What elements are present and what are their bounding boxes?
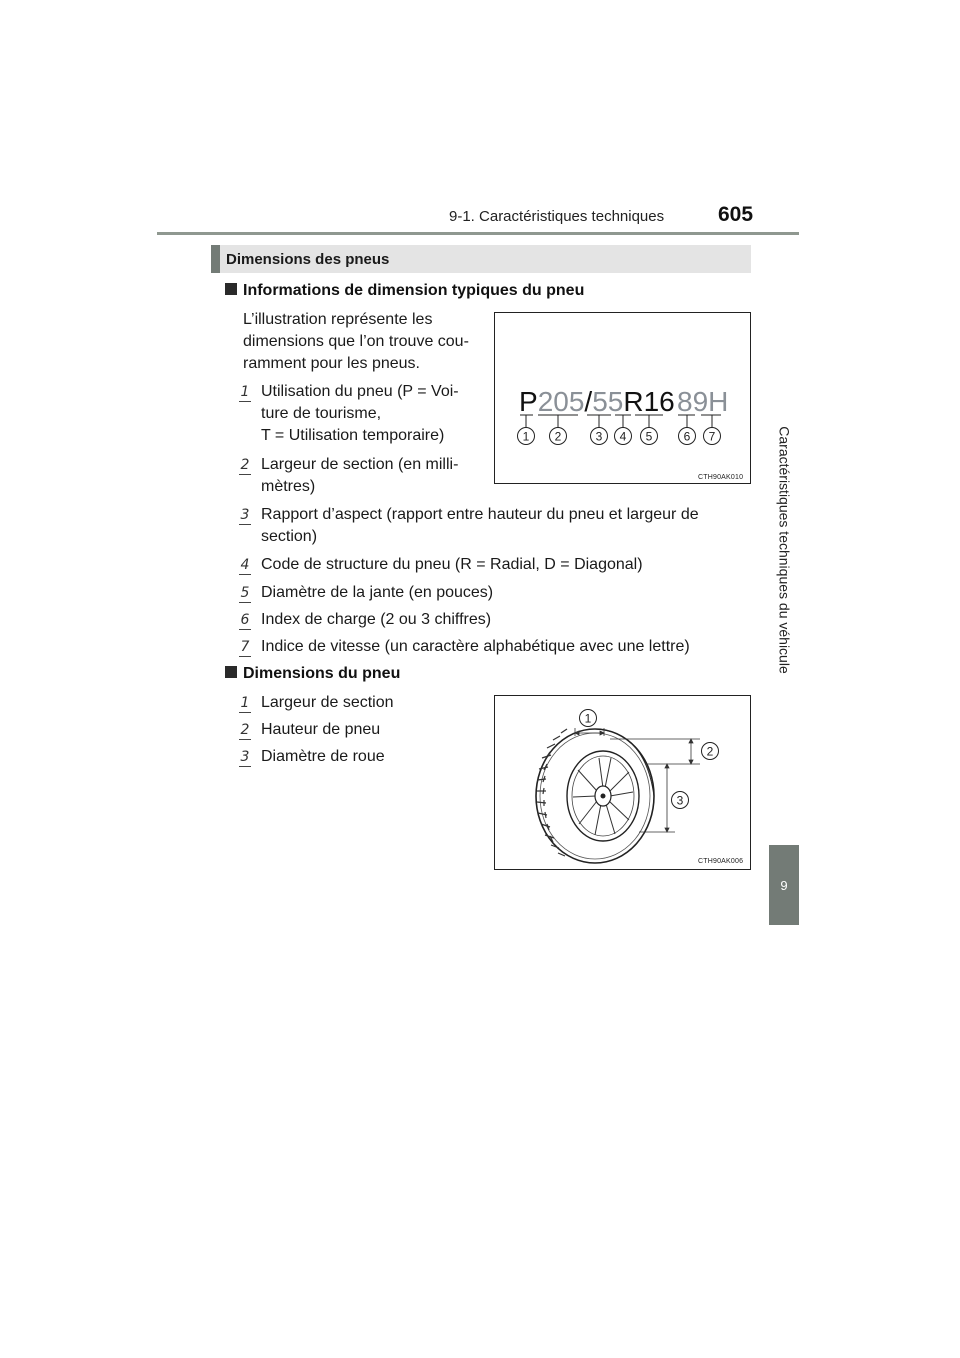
- intro-line: ramment pour les pneus.: [243, 355, 420, 372]
- chapter-tab: 9: [769, 845, 799, 925]
- list-item: [261, 381, 479, 447]
- callout-4: [615, 428, 632, 445]
- list-item: Diamètre de la jante (en pouces): [261, 584, 494, 601]
- callout-3: [591, 428, 608, 445]
- side-chapter-title: [770, 250, 800, 850]
- figure-code: CTH90AK006: [698, 858, 744, 865]
- list-item: Indice de vitesse (un caractère alphabétique avec une lettre): [261, 638, 690, 655]
- item-number: 1: [240, 695, 250, 711]
- list-item: [261, 504, 746, 548]
- tire-code-slash: /: [584, 386, 593, 417]
- callout-label: 5: [645, 429, 653, 444]
- list-item: Largeur de section: [261, 694, 394, 711]
- callout-1: [580, 710, 597, 727]
- item-number: 4: [240, 557, 250, 573]
- subheading-tire-dimensions: [225, 665, 400, 683]
- callout-label: 1: [522, 429, 530, 444]
- item-line: Utilisation du pneu (P = Voi-: [261, 383, 459, 400]
- running-header-section: 9-1. Caractéristiques techniques: [449, 208, 665, 225]
- callout-label: 2: [554, 429, 562, 444]
- list-item: Hauteur de pneu: [261, 721, 381, 738]
- item-number: 6: [240, 612, 250, 628]
- tire-code-load-speed: 89H: [677, 386, 729, 417]
- list-item: Index de charge (2 ou 3 chiffres): [261, 611, 492, 628]
- callout-label: 2: [706, 744, 714, 759]
- callout-label: 3: [676, 793, 684, 808]
- callout-label: 3: [595, 429, 603, 444]
- header-rule: [157, 232, 799, 235]
- callout-1: [518, 428, 535, 445]
- tire-dimensions-figure: [494, 695, 751, 870]
- item-line: T = Utilisation temporaire): [261, 427, 445, 444]
- item-number: 5: [240, 585, 250, 601]
- tire-illustration: [495, 696, 750, 869]
- item-line: Largeur de section (en milli-: [261, 456, 459, 473]
- tire-code-p: P: [519, 386, 538, 417]
- item-number: 2: [240, 457, 250, 473]
- subheading-text: Informations de dimension typiques du pneu: [243, 282, 585, 299]
- tire-code-width: 205: [537, 386, 585, 417]
- callout-label: 4: [619, 429, 627, 444]
- square-bullet-icon: [225, 666, 237, 678]
- intro-line: dimensions que l’on trouve cou-: [243, 333, 469, 350]
- page-number: 605: [718, 203, 754, 226]
- tire-code-text: [519, 386, 728, 417]
- section-title: Dimensions des pneus: [226, 251, 390, 268]
- item-line: section): [261, 528, 318, 545]
- side-chapter-title-text: Caractéristiques techniques du véhicule: [777, 426, 794, 674]
- callout-6: [679, 428, 696, 445]
- callout-2: [702, 743, 719, 760]
- callout-5: [641, 428, 658, 445]
- item-number: 3: [240, 749, 250, 765]
- item-number: 3: [240, 507, 250, 523]
- callout-3: [672, 792, 689, 809]
- item-line: Rapport d’aspect (rapport entre hauteur du pneu et largeur de: [261, 506, 699, 523]
- callout-label: 7: [708, 429, 716, 444]
- item-number: 1: [240, 384, 250, 400]
- tire-code-construction-rim: R16: [623, 386, 675, 417]
- callout-label: 6: [683, 429, 691, 444]
- callout-2: [550, 428, 567, 445]
- callout-7: [704, 428, 721, 445]
- intro-line: L’illustration représente les: [243, 311, 433, 328]
- callout-label: 1: [584, 711, 592, 726]
- item-number: 2: [240, 722, 250, 738]
- item-line: mètres): [261, 478, 316, 495]
- item-line: ture de tourisme,: [261, 405, 382, 422]
- list-item: Code de structure du pneu (R = Radial, D = Diagonal): [261, 556, 643, 573]
- tire-code-aspect: 55: [592, 386, 624, 417]
- list-item: Diamètre de roue: [261, 748, 385, 765]
- subheading-typical-dimensions: [225, 282, 584, 300]
- tire-code-figure: [494, 312, 751, 484]
- intro-paragraph: [243, 309, 478, 375]
- section-title-bar: [211, 245, 751, 273]
- tire-code-illustration: [495, 313, 750, 483]
- list-item: [261, 454, 479, 498]
- subheading-text: Dimensions du pneu: [243, 665, 401, 682]
- figure-code: CTH90AK010: [698, 474, 744, 481]
- item-number: 7: [240, 639, 250, 655]
- tire-drawing: [536, 729, 654, 863]
- square-bullet-icon: [225, 283, 237, 295]
